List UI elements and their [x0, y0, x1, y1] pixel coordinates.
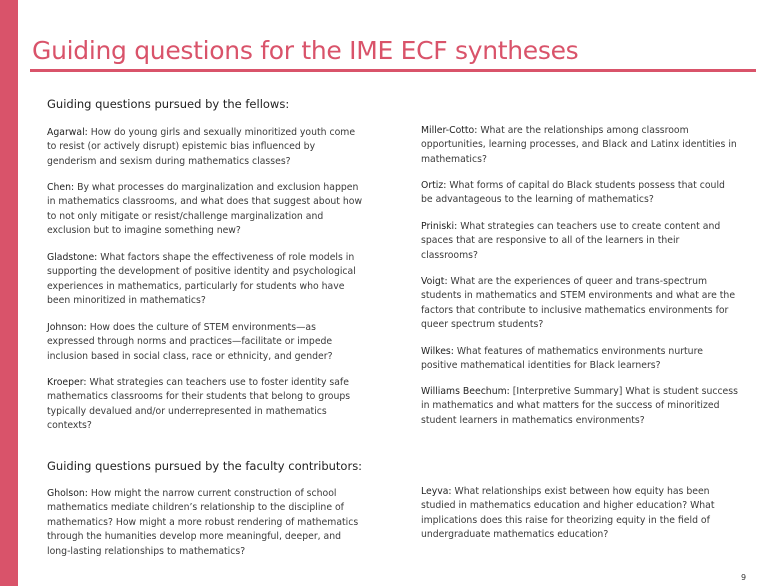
fellow-question-gladstone: Gladstone: What factors shape the effectiveness of role models in supporting the development of positive identity and psychological experiences in mathematics, particularly for students who have been minoritized in mathematics?	[47, 252, 356, 307]
fellow-question-miller-cotto: Miller-Cotto: What are the relationships among classroom opportunities, learning processes, and Black and Latinx identities in mathematics?	[421, 125, 737, 165]
title-underline	[30, 69, 756, 72]
fellow-question-kroeper: Kroeper: What strategies can teachers use to foster identity safe mathematics classrooms for their students that belong to groups typically devalued and/or underrepresented in mathematics contexts?	[47, 377, 351, 432]
fellow-question-priniski: Priniski: What strategies can teachers use to create content and spaces that are responsive to all of the learners in their classrooms?	[421, 221, 721, 261]
faculty-heading: Guiding questions pursued by the faculty contributors:	[47, 459, 363, 473]
fellow-question-chen: Chen: By what processes do marginalization and exclusion happen in mathematics classrooms, and what does that suggest about how to not only mitigate or resist/challenge marginalization and exclusion but to imagine something new?	[47, 182, 363, 237]
faculty-question-gholson: Gholson: How might the narrow current construction of school mathematics mediate children’s relationship to the discipline of mathematics? How might a more robust rendering of mathematics through the humanities develop more meaningful, deeper, and long-lasting relationships to mathematics?	[47, 488, 359, 557]
fellow-question-agarwal: Agarwal: How do young girls and sexually minoritized youth come to resist (or actively disrupt) epistemic bias influenced by genderism and sexism during mathematics classes?	[47, 127, 356, 167]
slide-title: Guiding questions for the IME ECF syntheses	[32, 36, 579, 65]
fellow-question-voigt: Voigt: What are the experiences of queer and trans-spectrum students in mathematics and STEM environments and what are the factors that contribute to inclusive mathematics environments for queer spectrum students?	[421, 276, 736, 331]
fellows-heading: Guiding questions pursued by the fellows:	[47, 97, 290, 111]
fellow-question-ortiz: Ortiz: What forms of capital do Black students possess that could be advantageous to the learning of mathematics?	[421, 180, 725, 206]
fellow-question-williams-beechum: Williams Beechum: [Interpretive Summary] What is student success in mathematics and what matters for the success of minoritized student learners in mathematics environments?	[421, 386, 738, 426]
fellow-question-wilkes: Wilkes: What features of mathematics environments nurture positive mathematical identities for Black learners?	[421, 346, 703, 372]
faculty-question-leyva: Leyva: What relationships exist between how equity has been studied in mathematics education and higher education? What implications does this raise for theorizing equity in the field of undergraduate mathematics education?	[421, 486, 715, 541]
page-number: 9	[741, 573, 747, 582]
accent-bar	[0, 0, 18, 586]
fellow-question-johnson: Johnson: How does the culture of STEM environments—as expressed through norms and practices—facilitate or impede inclusion based in social class, race or ethnicity, and gender?	[47, 322, 333, 362]
